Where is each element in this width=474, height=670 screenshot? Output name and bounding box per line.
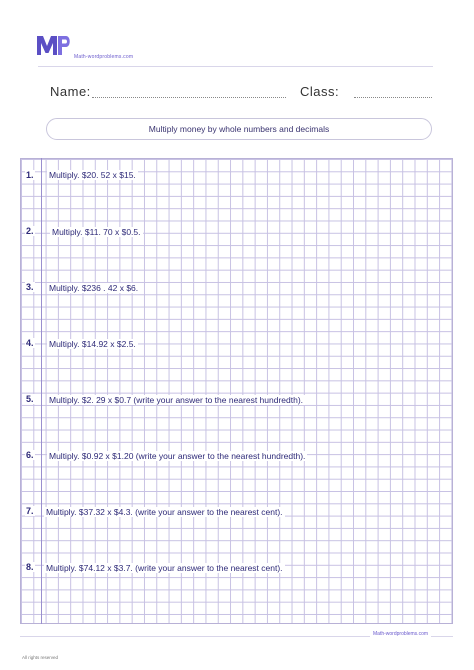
mp-logo-icon: [36, 34, 72, 56]
question-text: Multiply. $0.92 x $1.20 (write your answer to the nearest hundredth).: [49, 451, 306, 461]
question-number: 5.: [26, 394, 34, 404]
question-number: 1.: [26, 170, 34, 180]
question-text: Multiply. $2. 29 x $0.7 (write your answer to the nearest hundredth).: [49, 395, 304, 405]
question-text: Multiply. $74.12 x $3.7. (write your answer to the nearest cent).: [46, 563, 283, 573]
question-text: Multiply. $20. 52 x $15.: [49, 170, 136, 180]
worksheet-title: Multiply money by whole numbers and decimals: [46, 118, 432, 140]
question-number: 2.: [26, 226, 34, 236]
question-text: Multiply. $14.92 x $2.5.: [49, 339, 136, 349]
question-number: 7.: [26, 506, 34, 516]
class-label: Class:: [300, 84, 340, 99]
question-number: 4.: [26, 338, 34, 348]
name-label: Name:: [50, 84, 91, 99]
logo-site-text: Math-wordproblems.com: [74, 54, 134, 60]
site-logo: [36, 34, 156, 60]
grid-margin-line: [41, 158, 42, 624]
question-text: Multiply. $37.32 x $4.3. (write your answer to the nearest cent).: [46, 507, 283, 517]
question-number: 8.: [26, 562, 34, 572]
question-number: 3.: [26, 282, 34, 292]
question-text: Multiply. $236 . 42 x $6.: [49, 283, 139, 293]
name-field[interactable]: [92, 97, 286, 98]
footer-site: Math-wordproblems.com: [370, 631, 431, 637]
question-number: 6.: [26, 450, 34, 460]
copyright-text: All rights reserved: [22, 655, 59, 660]
question-text: Multiply. $11. 70 x $0.5.: [52, 227, 141, 237]
class-field[interactable]: [354, 97, 432, 98]
header-divider: [38, 66, 433, 67]
